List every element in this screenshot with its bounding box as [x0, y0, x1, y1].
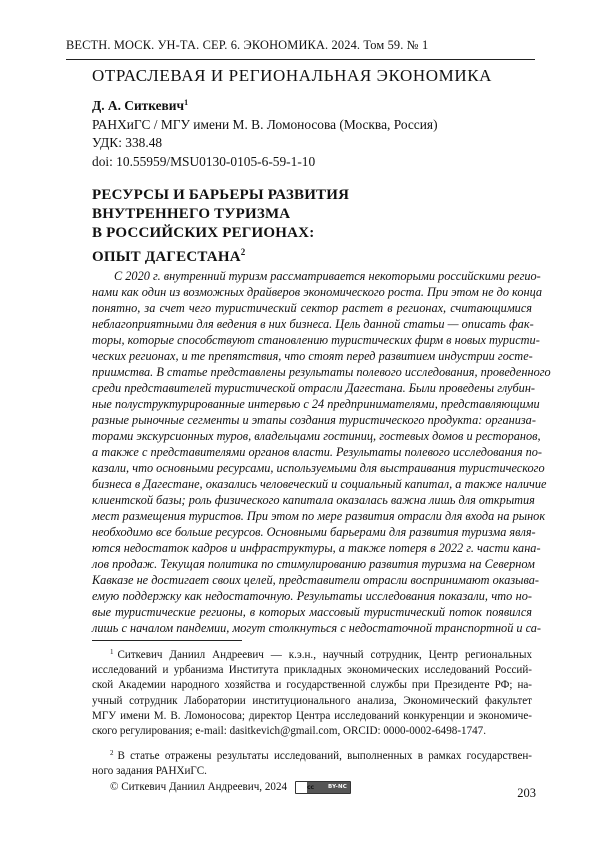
- footnote-line: исследований и урбанизма Института прикладных экономических исследований Россий-: [92, 663, 532, 678]
- abstract-line: торами экскурсионных туров, владельцами гостиниц, гостевых домов и ресторанов,: [92, 428, 532, 444]
- footnote-mark: 2: [110, 749, 114, 757]
- author-line: [92, 94, 532, 116]
- abstract-line: клиентской базы; роль физического капитала оказалась важна лишь для открытия: [92, 492, 532, 508]
- author-affiliation: РАНХиГС / МГУ имени М. В. Ломоносова (Москва, Россия): [92, 116, 532, 135]
- doi: doi: 10.55959/MSU0130-0105-6-59-1-10: [92, 153, 532, 172]
- abstract-line: а также с представителями органов власти. Результаты полевого исследования по-: [92, 444, 532, 460]
- footnote-line: [92, 746, 532, 764]
- footnote-line: ного задания РАНХиГС.: [92, 764, 532, 779]
- footnote-rule: [92, 640, 242, 641]
- title-line: В РОССИЙСКИХ РЕГИОНАХ:: [92, 224, 532, 243]
- udc-code: УДК: 338.48: [92, 134, 532, 153]
- title-line: РЕСУРСЫ И БАРЬЕРЫ РАЗВИТИЯ: [92, 186, 532, 205]
- footnotes: [92, 645, 532, 795]
- abstract-line: неблагоприятными для ведения в них бизнеса. Цель данной статьи — описать фак-: [92, 316, 532, 332]
- footnote-2: [92, 746, 532, 779]
- abstract-line: нами как один из возможных драйверов экономического роста. При этом не до конца: [92, 284, 532, 300]
- abstract-line: ются недостаток кадров и инфраструктуры, а также потеря в 2022 г. части кана-: [92, 540, 532, 556]
- abstract-line: разные рыночные сегменты и этапы создания туристического продукта: организа-: [92, 412, 532, 428]
- copyright-line: [92, 780, 532, 795]
- title-line-last: [92, 243, 532, 267]
- abstract: [92, 268, 532, 636]
- abstract-line: емую поддержку как недостаточную. Результаты исследования показали, что но-: [92, 588, 532, 604]
- title-line: ОПЫТ ДАГЕСТАНА: [92, 249, 241, 265]
- abstract-line: ные полуструктурированные интервью с 24 предпринимателями, представляющими: [92, 396, 532, 412]
- abstract-line: вые туристические регионы, в которых массовый туристический поток появился: [92, 604, 532, 620]
- abstract-line: приимства. В статье представлены результаты полевого исследования, проведенного: [92, 364, 532, 380]
- footnote-mark: 1: [110, 648, 114, 656]
- footnote-line: [92, 645, 532, 663]
- cc-license-badge: [295, 781, 351, 794]
- abstract-line: среди представителей туристической отрасли Дагестана. Были проведены глубин-: [92, 380, 532, 396]
- abstract-line: Кавказе не достигает своих целей, представители отрасли воспринимают оказыва-: [92, 572, 532, 588]
- footnote-line: МГУ имени М. В. Ломоносова; директор Центра исследований конкуренции и экономиче-: [92, 709, 532, 724]
- license-type: BY-NC: [307, 780, 350, 795]
- footnote-text: В статье отражены результаты исследований, выполненных в рамках государствен-: [118, 750, 533, 762]
- header-rule: [66, 59, 535, 60]
- abstract-line: лов продаж. Текущая политика по стимулированию развития туризма на Северном: [92, 556, 532, 572]
- article-metadata: [92, 94, 532, 171]
- footnote-text: Ситкевич Даниил Андреевич — к.э.н., научный сотрудник, Центр региональных: [118, 649, 533, 661]
- footnote-line: учный сотрудник Лаборатории институционального анализа, Экономический факультет: [92, 694, 532, 709]
- title-line: ВНУТРЕННЕГО ТУРИЗМА: [92, 205, 532, 224]
- copyright-text: © Ситкевич Даниил Андреевич, 2024: [92, 780, 287, 795]
- journal-running-head: ВЕСТН. МОСК. УН-ТА. СЕР. 6. ЭКОНОМИКА. 2024. Том 59. № 1: [66, 38, 536, 53]
- page-number: 203: [500, 786, 536, 801]
- abstract-line: понятно, за счет чего туристический сектор растет в регионах, считающимися: [92, 300, 532, 316]
- author-name: Д. А. Ситкевич: [92, 98, 184, 113]
- abstract-line: ческих регионах, и те препятствия, что стоят перед развитием индустрии госте-: [92, 348, 532, 364]
- section-heading: ОТРАСЛЕВАЯ И РЕГИОНАЛЬНАЯ ЭКОНОМИКА: [92, 66, 532, 86]
- abstract-line: казали, что основными ресурсами, используемыми для выстраивания туристического: [92, 460, 532, 476]
- abstract-line: необходимо все больше ресурсов. Основными барьерами для развития туризма явля-: [92, 524, 532, 540]
- abstract-line: лишь с началом пандемии, могут столкнуться с недостаточной транспортной и са-: [92, 620, 532, 636]
- abstract-line: бизнеса в Дагестане, оказались человеческий и социальный капитал, а также наличие: [92, 476, 532, 492]
- abstract-line: торы, которые способствуют становлению туристических фирм в новых туристи-: [92, 332, 532, 348]
- article-page: [0, 0, 600, 852]
- article-title: [92, 186, 532, 267]
- creative-commons-icon: cc: [296, 782, 307, 793]
- author-footnote-mark: 1: [184, 98, 188, 107]
- footnote-line: ского регулирования; e-mail: dasitkevich@gmail.com, ORCID: 0000-0002-6498-1747.: [92, 724, 532, 739]
- footnote-line: ской Академии народного хозяйства и государственной службы при Президенте РФ; на-: [92, 678, 532, 693]
- title-footnote-mark: 2: [241, 247, 246, 257]
- abstract-line: мест размещения туристов. При этом по мере развития отрасли для входа на рынок: [92, 508, 532, 524]
- abstract-line: С 2020 г. внутренний туризм рассматривается некоторыми российскими регио-: [92, 268, 532, 284]
- footnote-1: [92, 645, 532, 739]
